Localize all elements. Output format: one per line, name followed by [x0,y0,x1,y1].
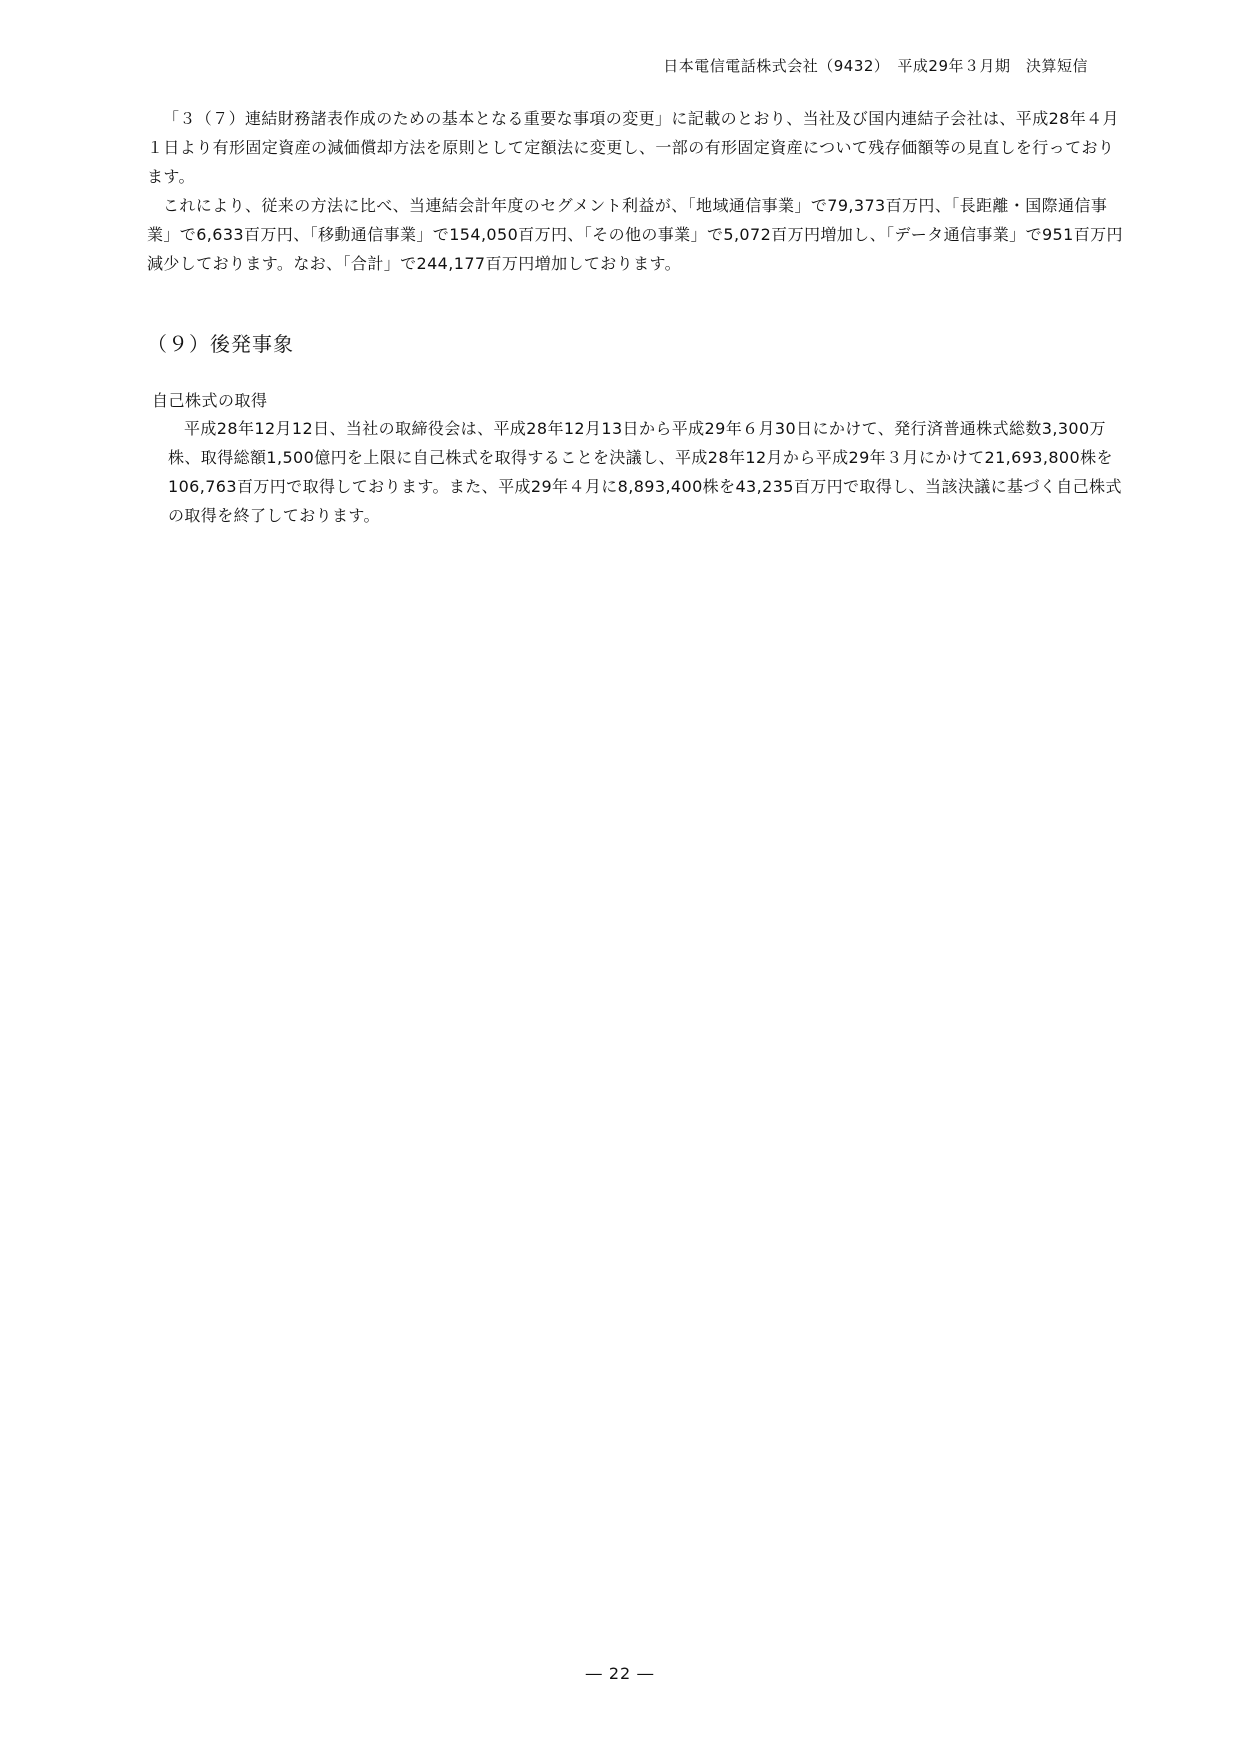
section-heading-subsequent-events: （９）後発事象 [147,332,294,356]
page-header: 日本電信電話株式会社（9432） 平成29年３月期 決算短信 [663,57,1088,75]
accounting-change-paragraph-1: 「３（７）連結財務諸表作成のための基本となる重要な事項の変更」に記載のとおり、当社及び国内連結子会社は、平成28年４月１日より有形固定資産の減価償却方法を原則として定額法に変更し、一部の有形固定資産について残存価額等の見直しを行っております。 [147,109,1119,186]
accounting-change-section [147,104,1123,278]
accounting-change-paragraph-2: これにより、従来の方法に比べ、当連結会計年度のセグメント利益が、「地域通信事業」で79,373百万円、「長距離・国際通信事業」で6,633百万円、「移動通信事業」で154,050百万円、「その他の事業」で5,072百万円増加し、「データ通信事業」で951百万円減少しております。なお、「合計」で244,177百万円増加しております。 [147,196,1123,273]
page-number: ― 22 ― [585,1664,655,1683]
subheading-treasury-stock: 自己株式の取得 [152,391,268,410]
treasury-stock-paragraph: 平成28年12月12日、当社の取締役会は、平成28年12月13日から平成29年６月30日にかけて、発行済普通株式総数3,300万株、取得総額1,500億円を上限に自己株式を取得することを決議し、平成28年12月から平成29年３月にかけて21,693,800株を106,763百万円で取得しております。また、平成29年４月に8,893,400株を43,235百万円で取得し、当該決議に基づく自己株式の取得を終了しております。 [168,419,1122,525]
treasury-stock-section [168,414,1124,530]
